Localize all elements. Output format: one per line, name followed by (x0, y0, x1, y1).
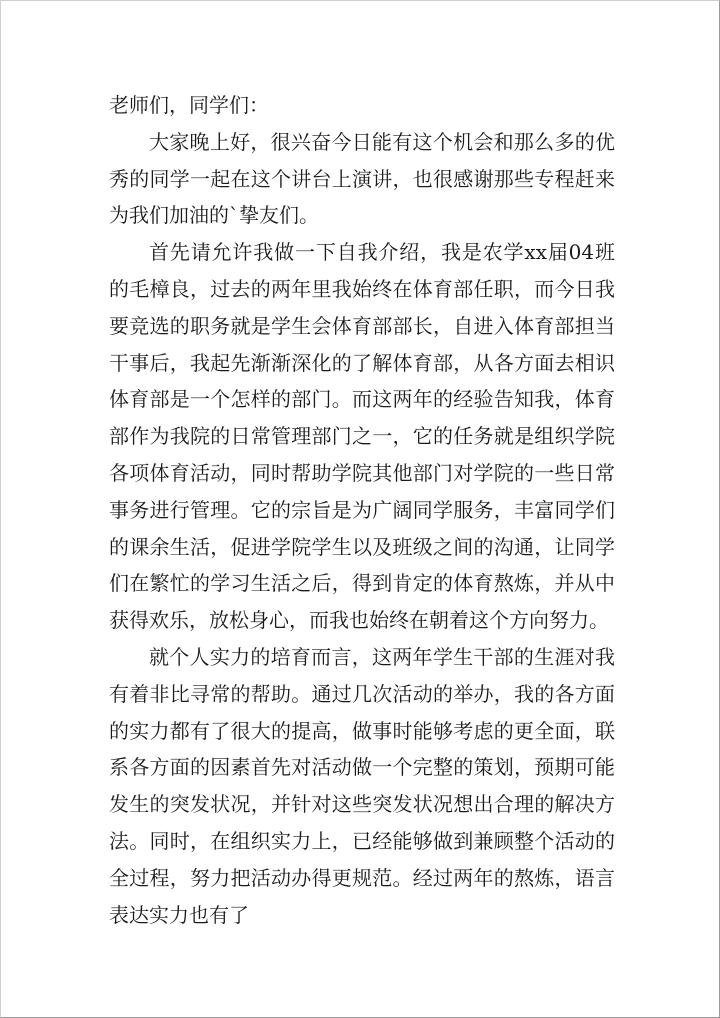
document-body (109, 87, 615, 933)
salutation: 老师们，同学们： (109, 93, 269, 117)
paragraph-introduction: 首先请允许我做一下自我介绍，我是农学xx届04班的毛樟良，过去的两年里我始终在体育部任职，而今日我要竞选的职务就是学生会体育部部长，自进入体育部担当干事后，我起先渐渐深化的了解体育部，从各方面去相识体育部是一个怎样的部门。而这两年的经验告知我，体育部作为我院的日常管理部门之一，它的任务就是组织学院各项体育活动，同时帮助学院其他部门对学院的一些日常事务进行管理。它的宗旨是为广阔同学服务，丰富同学们的课余生活，促进学院学生以及班级之间的沟通，让同学们在繁忙的学习生活之后，得到肯定的体育熬炼，并从中获得欢乐，放松身心，而我也始终在朝着这个方向努力。 (109, 240, 615, 633)
paragraph-ability: 就个人实力的培育而言，这两年学生干部的生涯对我有着非比寻常的帮助。通过几次活动的举办，我的各方面的实力都有了很大的提高，做事时能够考虑的更全面，联系各方面的因素首先对活动做一个完整的策划，预期可能发生的突发状况，并针对这些突发状况想出合理的解决方法。同时，在组织实力上，已经能够做到兼顾整个活动的全过程，努力把活动办得更规范。经过两年的熬炼，语言表达实力也有了 (109, 644, 615, 927)
paragraph-greeting: 大家晚上好，很兴奋今日能有这个机会和那么多的优秀的同学一起在这个讲台上演讲，也很感谢那些专程赶来为我们加油的`挚友们。 (109, 129, 615, 228)
